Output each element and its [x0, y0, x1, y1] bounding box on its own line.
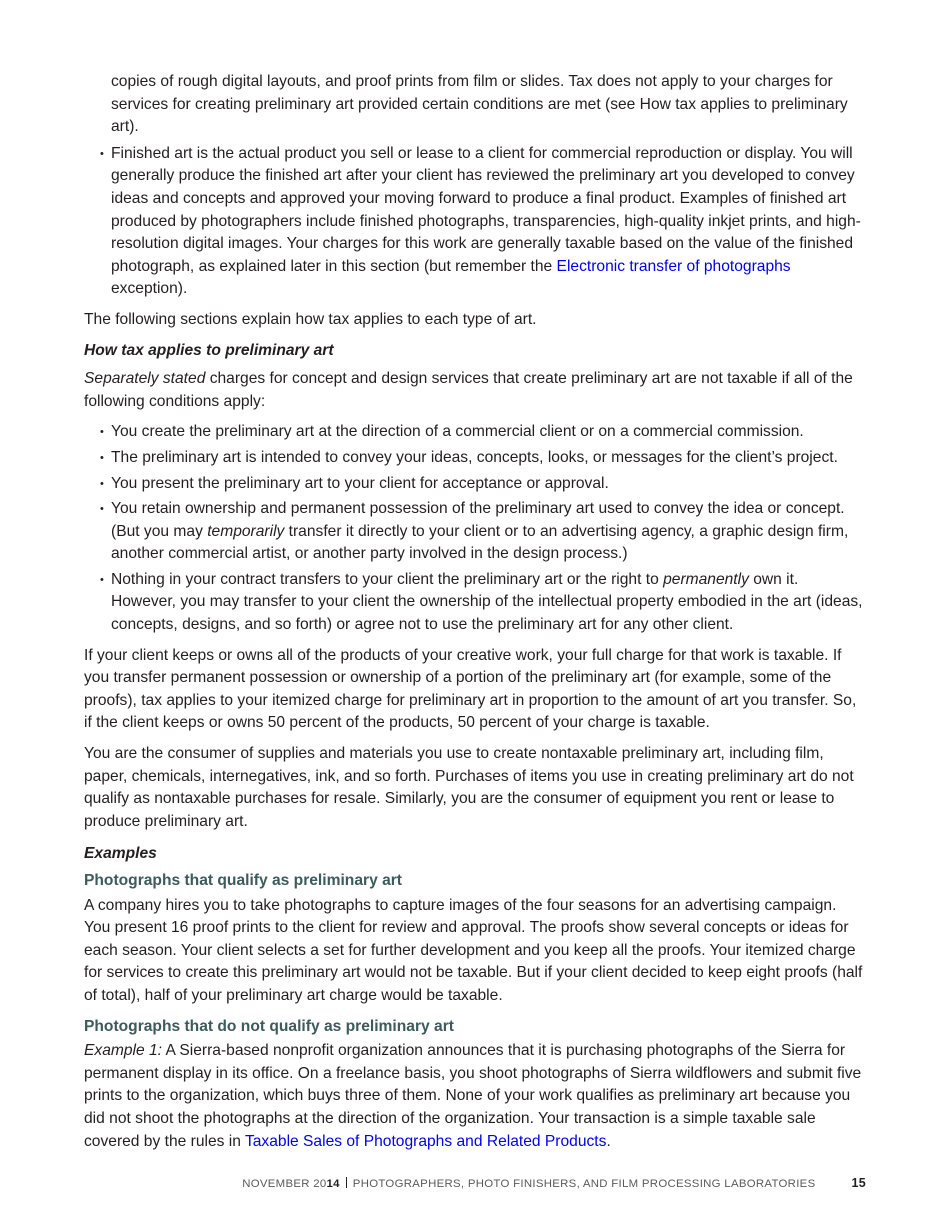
- footer-date-year: 14: [326, 1178, 340, 1190]
- example-1-text: A Sierra-based nonprofit organization announces that it is purchasing photographs of the Sierra for permanent display in its office. On a freelance basis, you shoot photographs of Sierra wildflowers and submit five prints to the organization, which buys three of them. None of your work qualifies as preliminary art because you did not shoot the photographs at the direction of the organization. Your transaction is a simple taxable sale covered by the rules in: [84, 1042, 862, 1150]
- consumer-paragraph: You are the consumer of supplies and materials you use to create nontaxable preliminary art, including film, paper, chemicals, internegatives, ink, and so forth. Purchases of items you use in creating preliminary art do not qualify as nontaxable purchases for resale. Similarly, you are the consumer of equipment you rent or lease to produce preliminary art.: [84, 745, 854, 830]
- condition-text: You present the preliminary art to your client for acceptance or approval.: [111, 474, 609, 492]
- finished-art-text: Finished art is the actual product you sell or lease to a client for commercial reproduction or display. You will generally produce the finished art after your client has reviewed the preliminary art you developed to convey ideas and concepts and approved your moving forward to produce a final product. Examples of finished art produced by photographers include finished photographs, transparencies, high-quality inkjet prints, and high-resolution digital images. Your charges for this work are generally taxable based on the value of the finished photograph, as explained later in this section (but remember the: [111, 144, 861, 275]
- example-1: [84, 1040, 866, 1153]
- conditions-intro: [84, 368, 866, 413]
- footer-date-prefix: NOVEMBER 20: [242, 1178, 327, 1190]
- condition-text: Nothing in your contract transfers to your client the preliminary art or the right to: [111, 570, 664, 588]
- footer-divider: [346, 1177, 347, 1188]
- condition-text: transfer it directly to your client or to an advertising agency, a graphic design firm, another commercial artist, or another party involved in the design process.): [111, 522, 849, 563]
- example-1-end: .: [606, 1132, 611, 1150]
- finished-art-item: [84, 143, 866, 301]
- example-1-label: Example 1:: [84, 1042, 163, 1060]
- preliminary-art-item-continued: [84, 71, 866, 139]
- temporarily-em: temporarily: [207, 522, 285, 540]
- separately-stated-em: Separately stated: [84, 370, 206, 388]
- condition-item: [84, 447, 866, 470]
- preliminary-art-text: copies of rough digital layouts, and proof prints from film or slides. Tax does not apply to your charges for services for creating preliminary art provided certain conditions are met (see How tax applies to preliminary art).: [111, 73, 848, 136]
- qualify-text: A company hires you to take photographs to capture images of the four seasons for an advertising campaign. You present 16 proof prints to the client for review and approval. The proofs show several concepts or ideas for each season. Your client selects a set for further development and you keep all the proofs. Your itemized charge for services to create this preliminary art would not be taxable. But if your client decided to keep eight proofs (half of total), half of your preliminary art charge would be taxable.: [84, 896, 863, 1004]
- taxable-sales-link[interactable]: Taxable Sales of Photographs and Related Products: [244, 1132, 607, 1150]
- condition-item: [84, 498, 866, 566]
- condition-text: own it. However, you may transfer to your client the ownership of the intellectual property embodied in the art (ideas, concepts, designs, and so forth) or agree not to use the preliminary art for any other client.: [111, 570, 863, 634]
- conditions-list: [84, 421, 866, 636]
- preliminary-art-heading: How tax applies to preliminary art: [84, 341, 334, 359]
- condition-item: [84, 421, 866, 444]
- condition-item: [84, 473, 866, 496]
- finished-art-text-end: exception).: [111, 280, 188, 298]
- page-number: 15: [851, 1176, 866, 1190]
- sections-intro: The following sections explain how tax applies to each type of art.: [84, 310, 537, 328]
- footer-title: PHOTOGRAPHERS, PHOTO FINISHERS, AND FILM PROCESSING LABORATORIES: [352, 1178, 816, 1190]
- condition-text: You retain ownership and permanent possession of the preliminary art used to convey the idea or concept. (But you may: [111, 500, 845, 540]
- not-qualify-heading: Photographs that do not qualify as preliminary art: [84, 1017, 454, 1035]
- condition-text: You create the preliminary art at the direction of a commercial client or on a commercial commission.: [111, 423, 804, 441]
- permanently-em: permanently: [663, 570, 749, 588]
- qualify-heading: Photographs that qualify as preliminary art: [84, 872, 403, 889]
- conditions-intro-text: charges for concept and design services that create preliminary art are not taxable if all of the following conditions apply:: [84, 370, 853, 410]
- condition-item: [84, 569, 866, 637]
- keeps-paragraph: If your client keeps or owns all of the products of your creative work, your full charge for that work is taxable. If you transfer permanent possession or ownership of a portion of the preliminary art (for example, some of the proofs), tax applies to your itemized charge for preliminary art in proportion to the amount of art you transfer. So, if the client keeps or owns 50 percent of the products, 50 percent of your charge is taxable.: [84, 646, 857, 732]
- page-footer: [242, 1172, 866, 1196]
- condition-text: The preliminary art is intended to convey your ideas, concepts, looks, or messages for the client’s project.: [111, 448, 838, 466]
- examples-heading: Examples: [84, 845, 157, 863]
- page-content: [84, 71, 866, 1161]
- electronic-transfer-link[interactable]: Electronic transfer of photographs: [556, 257, 791, 275]
- art-types-list: [84, 71, 866, 301]
